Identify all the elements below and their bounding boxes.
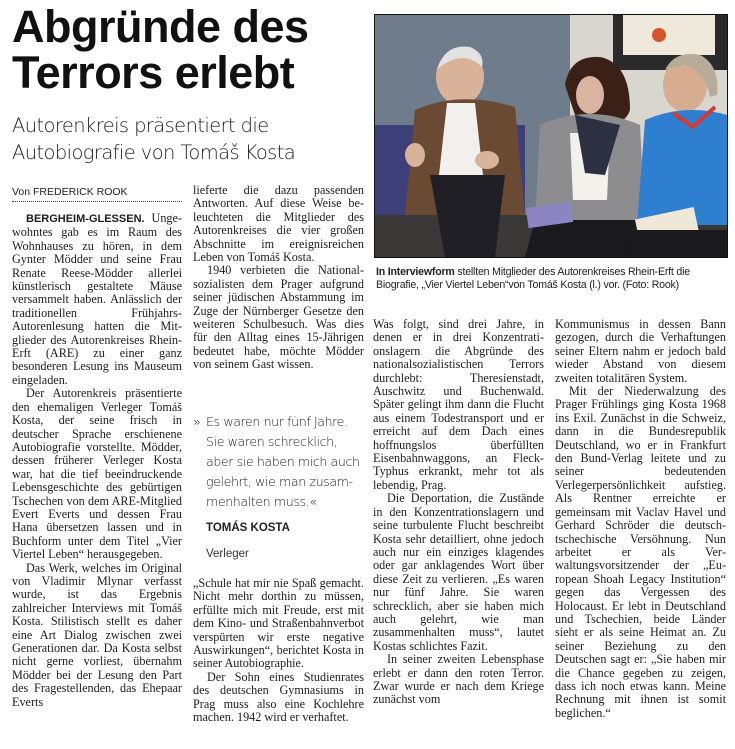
article-column-4 (555, 318, 726, 720)
subheadline (12, 112, 367, 166)
caption-text: stellten Mitglieder des Autorenkreises Rhein-Erft die Biografie, „Vier Viertel Leben“von Tomáš Kosta (l.) vor. (Foto: Rook) (376, 266, 690, 291)
quote-author: TOMÁS KOSTA (206, 522, 290, 534)
paragraph: „Schule hat mir nie Spaß gemacht. Nicht mehr dorthin zu müssen, erfüllte mich mit Freude, erst mit dem Kino- und Straßenbahnverbot verspürten wir erste negative Auswirkungen“, berichtet Kosta in seiner Autobiographie. (193, 576, 364, 671)
photo-man-left-hand (475, 151, 499, 169)
paragraph: Der Sohn eines Studienrates des deutschen Gymnasiums in Prag muss also eine Kochlehre machen. 1942 wird er verhaftet. (193, 669, 364, 725)
article-column-2-bottom (193, 577, 364, 724)
photo-caption (376, 266, 732, 292)
paragraph: 1940 verbieten die Nationalsozialisten dem Prager aufgrund seiner jüdischen Abstammung im Zuge der Nürnberger Gesetze den weiteren Schulbesuch. Was dies für den Alltag eines 15-Jährigen bedeutet habe, möchte Mödder von seinem Gast wissen. (193, 263, 364, 372)
photo-woman-face (576, 76, 604, 114)
headline-line-1: Abgründe des (12, 1, 309, 52)
photo-illustration (375, 15, 727, 257)
quote-author-role: Verleger (206, 548, 249, 560)
dateline: BERGHEIM-GLESSEN. (26, 213, 145, 225)
paragraph: Der Autorenkreis präsentierte den ehemaligen Verleger Tomáš Kosta, der seine frisch in deutscher Sprache erschienene Autobiografie vorstellte. Mödder, dessen früherer Verleger Kosta war, hat die tief beeindruckende Lebensgeschichte des gebürtigen Tschechen von dem ARE-Mitglied Evert Everts und dessen Frau Hana übersetzen lassen und in Buchform unter dem Titel „Vier Viertel Leben“ herausgegeben. (12, 386, 182, 562)
photo-frame-fruit (652, 28, 666, 42)
byline: Von FREDERICK ROOK (12, 186, 182, 202)
headline-line-2: Terrors erlebt (12, 47, 295, 98)
article-column-2-top (193, 184, 364, 372)
paragraph: Kommunismus in dessen Bann gezogen, durch die Verhaftungen seiner Eltern nahm er jedoch bald wieder Abstand von diesem zweiten totalitären System. (555, 317, 726, 385)
paragraph: lieferte die dazu passenden Antworten. Auf diese Weise beleuchteten die Mitglieder des Autorenkreises die vier großen Abschnitte im ereignisreichen Leben von Tomáš Kosta. (193, 183, 364, 265)
pull-quote (193, 412, 365, 512)
quote-open-mark: » (193, 414, 201, 429)
subheadline-line-2: Autobiografie von Tomáš Kosta (12, 141, 296, 164)
photo-man-left-hand2 (405, 143, 425, 167)
paragraph: In seiner zweiten Lebensphase erlebt er dann den roten Terror. Zwar wurde er nach dem Kriege zunächst vom (373, 652, 544, 707)
quote-close-mark: « (309, 494, 317, 509)
quote-text: Es waren nur fünf Jahre. Sie waren schrecklich, aber sie haben mich auch gelehrt, wie man zusammenhalten muss. (206, 414, 360, 509)
headline (12, 1, 362, 98)
photo-man-right-legs (625, 230, 727, 257)
paragraph: Das Werk, welches im Original von Vladimir Mlynar verfasst wurde, ist das Ergebnis zahlreicher Interviews mit Tomáš Kosta. Stilistisch stellt es daher eine Art Dialog zwischen zwei Generationen dar. Da Kosta selbst nicht gerne vorliest, übernahm Mödder bei der Lesung den Part des Fragestellenden, das Ehepaar Everts (12, 560, 182, 709)
paragraph: Die Deportation, die Zustände in den Konzentrationslagern und seine turbulente Flucht beschreibt Kosta sehr detailliert, ohne jedoch auch nur ein einziges klagendes oder gar anklagendes Wort über diese Zeit zu verlieren. „Es waren nur fünf Jahre. Sie waren schrecklich, aber sie haben mich auch gelehrt, wie man zusammenhalten muss“, lautet Kostas schlichtes Fazit. (373, 491, 544, 653)
paragraph-text: Ungewohntes gab es im Raum des Wohnhauses zu hören, in dem Gynter Mödder und seine Frau Renate Reese-Mödder allerlei künstlerisch gestaltete Mäuse versammelt haben. Anlässlich der traditionellen Frühjahrs-Autorenlesung hatten die Mitglieder des Autorenkreises Rhein-Erft (ARE) zu einer ganz besonderen Lesung ins Mauseum eingeladen. (12, 211, 182, 387)
subheadline-line-1: Autorenkreis präsentiert die (12, 114, 269, 137)
paragraph: Mit der Niederwalzung des Prager Frühlings ging Kosta 1968 ins Exil. Zunächst in die Schweiz, dann in die Bundesrepublik Deutschland, wo er in Frankfurt den Bund-Verlag leitete und zu seiner bedeutenden Verlegerpersönlichkeit aufstieg. Als Rentner erreichte er gemeinsam mit Vaclav Havel und Gerhard Schröder die deutsch-tschechische Versöhnung. Nun arbeitet er als Verwaltungsvorsitzender der „European Shoah Legacy Institution“ gegen das Vergessen des Holocaust. Er lebt in Deutschland und Tschechien, beide Länder sieht er als seine Heimat an. Zu seiner Beziehung zu den Deutschen sagt er: „Sie haben mir die Chance gegeben zu zeigen, dass ich noch etwas kann. Meine Rechnung mit ihnen ist somit beglichen.“ (555, 384, 726, 720)
photo-man-right-shirt (637, 110, 727, 225)
article-column-3 (373, 318, 544, 707)
paragraph (12, 212, 182, 387)
article-column-1 (12, 212, 182, 709)
photo-frame-inner (623, 15, 715, 55)
paragraph: Was folgt, sind drei Jahre, in denen er in drei Konzentrationslagern die Abgründe des nationalsozialistischen Terrors durchlebt: Theresienstadt, Auschwitz und Buchenwald. Später gelingt ihm dann die Flucht aus einem Todestransport und er erreicht auf dem Dach eines hoffnungslos überfüllten Eisenbahnwaggons, an Fleck-Typhus erkrankt, mehr tot als lebendig, Prag. (373, 317, 544, 492)
caption-lead: In Interviewform (376, 266, 455, 278)
article-photo (374, 14, 728, 258)
